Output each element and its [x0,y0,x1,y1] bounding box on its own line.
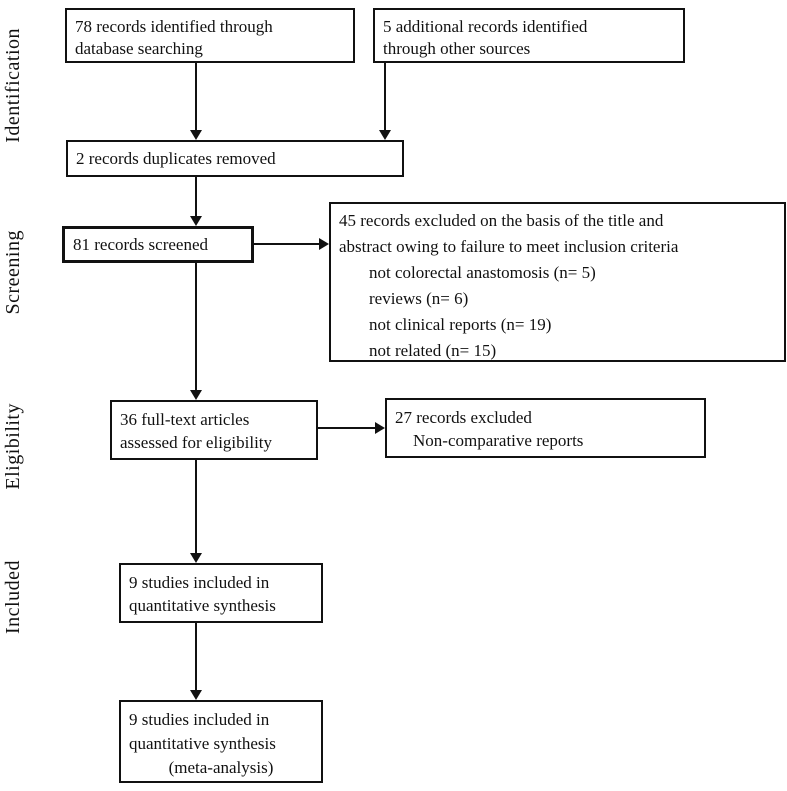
box-text-line: 45 records excluded on the basis of the title and [339,211,664,230]
exclusion-reason-item: not related (n= 15) [369,341,497,360]
box-text-line: 81 records screened [73,234,208,254]
stage-label-screening: Screening [2,230,24,315]
exclusion-summary [339,208,776,260]
flow-arrow-screened-to-fulltext [195,263,197,390]
box-text-line: 5 additional records identified [383,17,588,36]
box-records-identified-database [65,8,355,63]
stage-label-identification: Identification [2,28,24,143]
box-text-line: 2 records duplicates removed [76,148,276,168]
exclusion-reasons-list [339,260,776,364]
box-studies-included-quantitative [119,563,323,623]
box-studies-included-meta-analysis [119,700,323,783]
flow-arrow-quantitative-to-meta [195,623,197,690]
box-text-line: 9 studies included in [129,573,270,592]
box-duplicates-removed [66,140,404,177]
box-text-line: quantitative synthesis [129,596,276,615]
box-records-excluded-noncomparative [385,398,706,458]
box-text-line: quantitative synthesis [129,734,276,753]
box-text-line: assessed for eligibility [120,433,273,452]
flow-arrow-database-to-duplicates [195,63,197,130]
box-text-line: through other sources [383,39,531,58]
box-text-line: 36 full-text articles [120,410,250,429]
exclusion-reason-item: not clinical reports (n= 19) [369,315,552,334]
exclusion-reason-item: Non-comparative reports [413,431,584,450]
box-text-line: abstract owing to failure to meet inclusion criteria [339,237,679,256]
box-records-screened [62,226,254,263]
box-records-identified-other-sources [373,8,685,63]
exclusion-reason-item: not colorectal anastomosis (n= 5) [369,263,596,282]
box-fulltext-assessed [110,400,318,460]
flow-arrow-fulltext-to-excluded [318,427,375,429]
exclusion-reason-item: reviews (n= 6) [369,289,469,308]
box-text-block [129,708,313,756]
flow-arrow-duplicates-to-screened [195,177,197,216]
stage-label-included: Included [2,560,24,634]
stage-label-eligibility: Eligibility [2,403,24,490]
meta-analysis-note: (meta-analysis) [168,758,274,777]
box-text-line: 27 records excluded [395,408,532,427]
flow-arrow-fulltext-to-quantitative [195,460,197,553]
box-records-excluded-title-abstract [329,202,786,362]
box-text-line: 9 studies included in [129,710,270,729]
box-text-line: database searching [75,39,203,58]
box-text-line: 78 records identified through [75,17,273,36]
flow-arrow-screened-to-excluded [254,243,319,245]
flow-arrow-other-sources-to-duplicates [384,63,386,130]
